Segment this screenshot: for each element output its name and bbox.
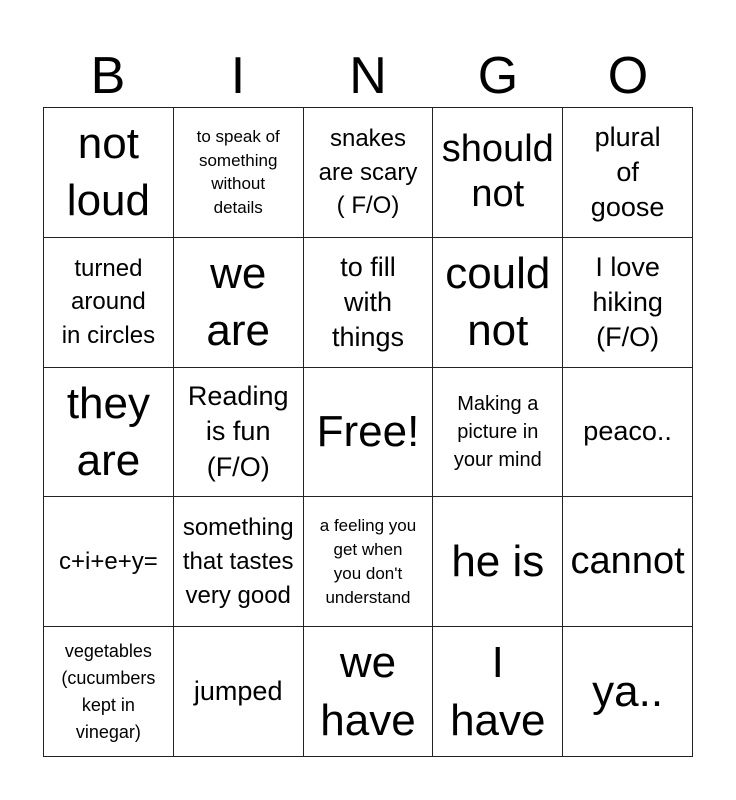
bingo-cell[interactable]: I love hiking (F/O) <box>563 238 693 368</box>
bingo-cell[interactable]: peaco.. <box>563 368 693 498</box>
header-letter-n: N <box>349 47 387 105</box>
bingo-cell[interactable]: turned around in circles <box>44 238 174 368</box>
bingo-cell[interactable]: c+i+e+y= <box>44 497 174 627</box>
free-cell[interactable]: Free! <box>304 368 434 498</box>
bingo-cell[interactable]: should not <box>433 108 563 238</box>
bingo-cell[interactable]: something that tastes very good <box>174 497 304 627</box>
bingo-board <box>43 107 693 757</box>
bingo-cell[interactable]: jumped <box>174 627 304 757</box>
bingo-cell[interactable]: ya.. <box>563 627 693 757</box>
header-letter-g: G <box>477 47 519 105</box>
header-letter-o: O <box>607 47 649 105</box>
bingo-cell[interactable]: to speak of something without details <box>174 108 304 238</box>
bingo-cell[interactable]: to fill with things <box>304 238 434 368</box>
bingo-cell[interactable]: vegetables (cucumbers kept in vinegar) <box>44 627 174 757</box>
bingo-header <box>43 44 693 108</box>
bingo-cell[interactable]: we are <box>174 238 304 368</box>
bingo-cell[interactable]: I have <box>433 627 563 757</box>
bingo-cell[interactable]: snakes are scary ( F/O) <box>304 108 434 238</box>
bingo-cell[interactable]: Reading is fun (F/O) <box>174 368 304 498</box>
bingo-cell[interactable]: a feeling you get when you don't understand <box>304 497 434 627</box>
bingo-cell[interactable]: cannot <box>563 497 693 627</box>
header-letter-b: B <box>90 47 126 105</box>
bingo-cell[interactable]: not loud <box>44 108 174 238</box>
bingo-cell[interactable]: we have <box>304 627 434 757</box>
header-letter-i: I <box>230 47 246 105</box>
bingo-cell[interactable]: could not <box>433 238 563 368</box>
bingo-cell[interactable]: Making a picture in your mind <box>433 368 563 498</box>
bingo-cell[interactable]: plural of goose <box>563 108 693 238</box>
bingo-cell[interactable]: they are <box>44 368 174 498</box>
bingo-cell[interactable]: he is <box>433 497 563 627</box>
